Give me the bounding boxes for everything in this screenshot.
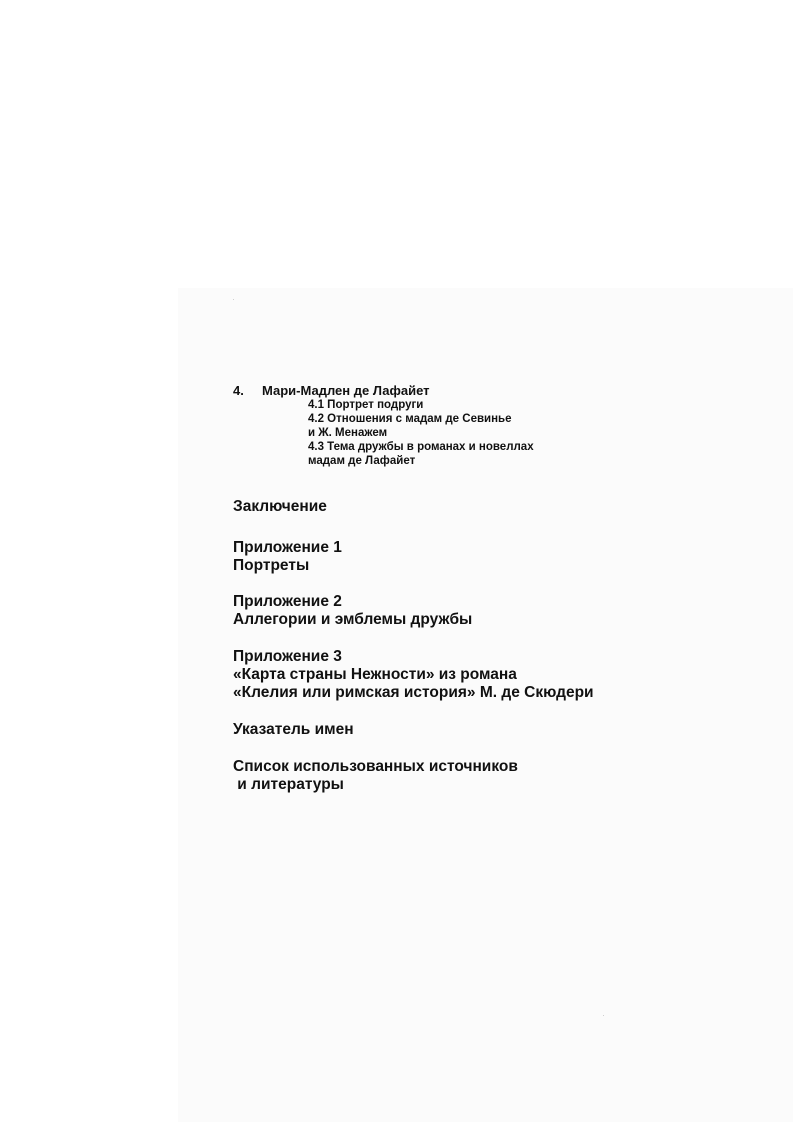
chapter-title: Мари-Мадлен де Лафайет <box>262 383 430 398</box>
subsection-line: 4.1 Портрет подруги <box>308 399 424 411</box>
chapter-number: 4. <box>233 383 244 398</box>
conclusion-entry: Заключение <box>233 498 327 515</box>
appendix-3-title-line-1: «Карта страны Нежности» из романа <box>233 666 517 683</box>
subsection-line: 4.2 Отношения с мадам де Севинье <box>308 413 512 425</box>
appendix-2-heading: Приложение 2 <box>233 593 342 610</box>
bibliography-line-2: и литературы <box>233 776 344 793</box>
appendix-1-heading: Приложение 1 <box>233 539 342 556</box>
appendix-2-title: Аллегории и эмблемы дружбы <box>233 611 473 628</box>
appendix-3-title-line-2: «Клелия или римская история» М. де Скюдери <box>233 684 594 701</box>
bibliography-line-1: Список использованных источников <box>233 758 518 775</box>
subsection-line: 4.3 Тема дружбы в романах и новеллах <box>308 441 534 453</box>
appendix-3-heading: Приложение 3 <box>233 648 342 665</box>
subsection-line: и Ж. Менажем <box>308 427 388 439</box>
appendix-1-title: Портреты <box>233 557 310 574</box>
subsection-line: мадам де Лафайет <box>308 455 416 467</box>
name-index-entry: Указатель имен <box>233 721 354 738</box>
